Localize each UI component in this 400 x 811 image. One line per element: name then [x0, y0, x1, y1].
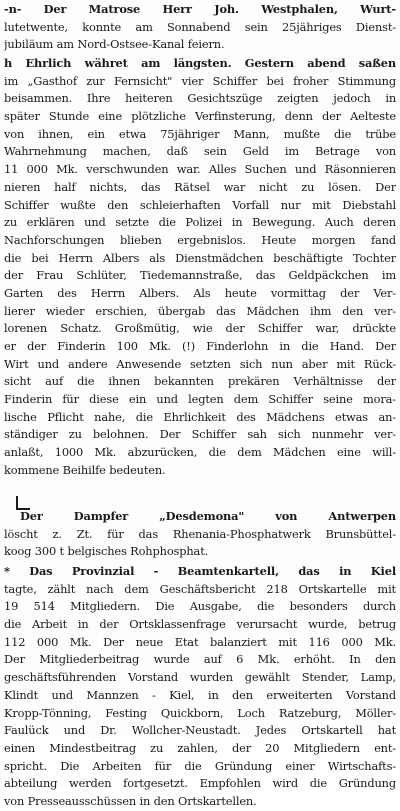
- article-line: ständiger zu belohnen. Der Schiffer sah sich nunmehr ver-: [4, 427, 396, 442]
- article-provinzial: [4, 563, 396, 811]
- article-line: lierer wieder erschien, übergab das Mädchen ihm den ver-: [4, 303, 396, 318]
- article-line: nieren half nichts, das Rätsel war nicht zu lösen. Der: [4, 179, 396, 194]
- article-line: h Ehrlich währet am längsten. Gestern abend saßen: [4, 56, 396, 70]
- article-line: * Das Provinzial - Beamtenkartell, das in Kiel: [4, 564, 396, 578]
- article-line: Finderin für diese ein und legten dem Schiffer seine mora-: [4, 392, 396, 407]
- article-line: er der Finderin 100 Mk. (!) Finderlohn in die Hand. Der: [4, 339, 396, 353]
- article-line: lutetwente, konnte am Sonnabend sein 25jähriges Dienst-: [4, 19, 396, 34]
- article-line: anlaßt, 1000 Mk. abzurücken, die dem Mädchen eine will-: [4, 445, 396, 460]
- article-matrose: [4, 1, 396, 54]
- article-line: -n- Der Matrose Herr Joh. Westphalen, Wurt-: [4, 2, 396, 16]
- article-line: Schiffer wußte den schleierhaften Vorfall nur mit Diebstahl: [4, 197, 396, 212]
- article-line: abteilung werden fortgesetzt. Empfohlen wird die Gründung: [4, 776, 396, 791]
- article-line: geschäftsführenden Vorstand wurden gewählt Stender, Lamp,: [4, 670, 396, 685]
- article-line: koog 300 t belgisches Rohphosphat.: [4, 544, 209, 559]
- article-line: im „Gasthof zur Fernsicht" vier Schiffer bei froher Stimmung: [4, 73, 396, 88]
- article-line: zu erklären und setzte die Polizei in Bewegung. Auch deren: [4, 215, 396, 230]
- article-line: kommene Beihilfe bedeuten.: [4, 462, 166, 477]
- article-line: Der Mitgliederbeitrag wurde auf 6 Mk. erhöht. In den: [4, 652, 396, 667]
- article-line: später Stunde eine plötzliche Verfinsterung, denn der Aelteste: [4, 109, 396, 124]
- article-line: Der Dampfer „Desdemona" von Antwerpen: [20, 509, 396, 523]
- article-line: einen Mindestbeitrag zu zahlen, der 20 Mitgliedern ent-: [4, 740, 396, 755]
- article-ehrlich: [4, 55, 396, 480]
- article-line: Kropp-Tönning, Festing Quickborn, Loch Ratzeburg, Möller-: [4, 705, 396, 720]
- article-line: Faulück und Dr. Wollcher-Neustadt. Jedes Ortskartell hat: [4, 723, 396, 738]
- article-line: von ihnen, ein etwa 75jähriger Mann, mußte die trübe: [4, 126, 396, 141]
- article-line: sicht auf die ihnen bekannten prekären Verhältnisse der: [4, 374, 396, 389]
- article-line: Klindt und Mannzen - Kiel, in den erweiterten Vorstand: [4, 687, 396, 702]
- article-line: 112 000 Mk. Der neue Etat balanziert mit 116 000 Mk.: [4, 634, 396, 649]
- article-line: Nachforschungen blieben ergebnislos. Heute morgen fand: [4, 232, 396, 247]
- article-line: von Presseausschüssen in den Ortskartellen.: [4, 793, 257, 808]
- article-line: 19 514 Mitgliedern. Die Ausgabe, die besonders durch: [4, 599, 396, 614]
- article-line: lorenen Schatz. Großmütig, wie der Schiffer war, drückte: [4, 321, 396, 336]
- article-line: löscht z. Zt. für das Rhenania-Phosphatwerk Brunsbüttel-: [4, 526, 396, 541]
- article-line: tagte, zählt nach dem Geschäftsbericht 218 Ortskartelle mit: [4, 581, 396, 596]
- article-line: 11 000 Mk. verschwunden war. Alles Suchen und Räsonnieren: [4, 162, 396, 177]
- article-line: die bei Herrn Albers als Dienstmädchen beschäftigte Tochter: [4, 250, 396, 265]
- article-line: die Arbeit in der Ortsklassenfrage verursacht wurde, betrug: [4, 617, 396, 632]
- article-line: lische Pflicht nahe, die Ehrlichkeit des Mädchens etwas an-: [4, 409, 396, 424]
- article-dampfer: [4, 508, 396, 561]
- article-line: der Frau Schlüter, Tiedemannstraße, das Geldpäckchen im: [4, 268, 396, 283]
- article-line: Wahrnehmung machen, daß sein Geld im Betrage von: [4, 144, 396, 159]
- article-line: Wirt und andere Anwesende setzten sich nun aber mit Rück-: [4, 356, 396, 371]
- article-line: jubiläum am Nord-Ostsee-Kanal feiern.: [4, 37, 225, 52]
- article-line: spricht. Die Arbeiten für die Gründung einer Wirtschafts-: [4, 758, 396, 773]
- article-line: beisammen. Ihre heiteren Gesichtszüge zeigten jedoch in: [4, 91, 396, 106]
- article-line: Garten des Herrn Albers. Als heute vormittag der Ver-: [4, 285, 396, 300]
